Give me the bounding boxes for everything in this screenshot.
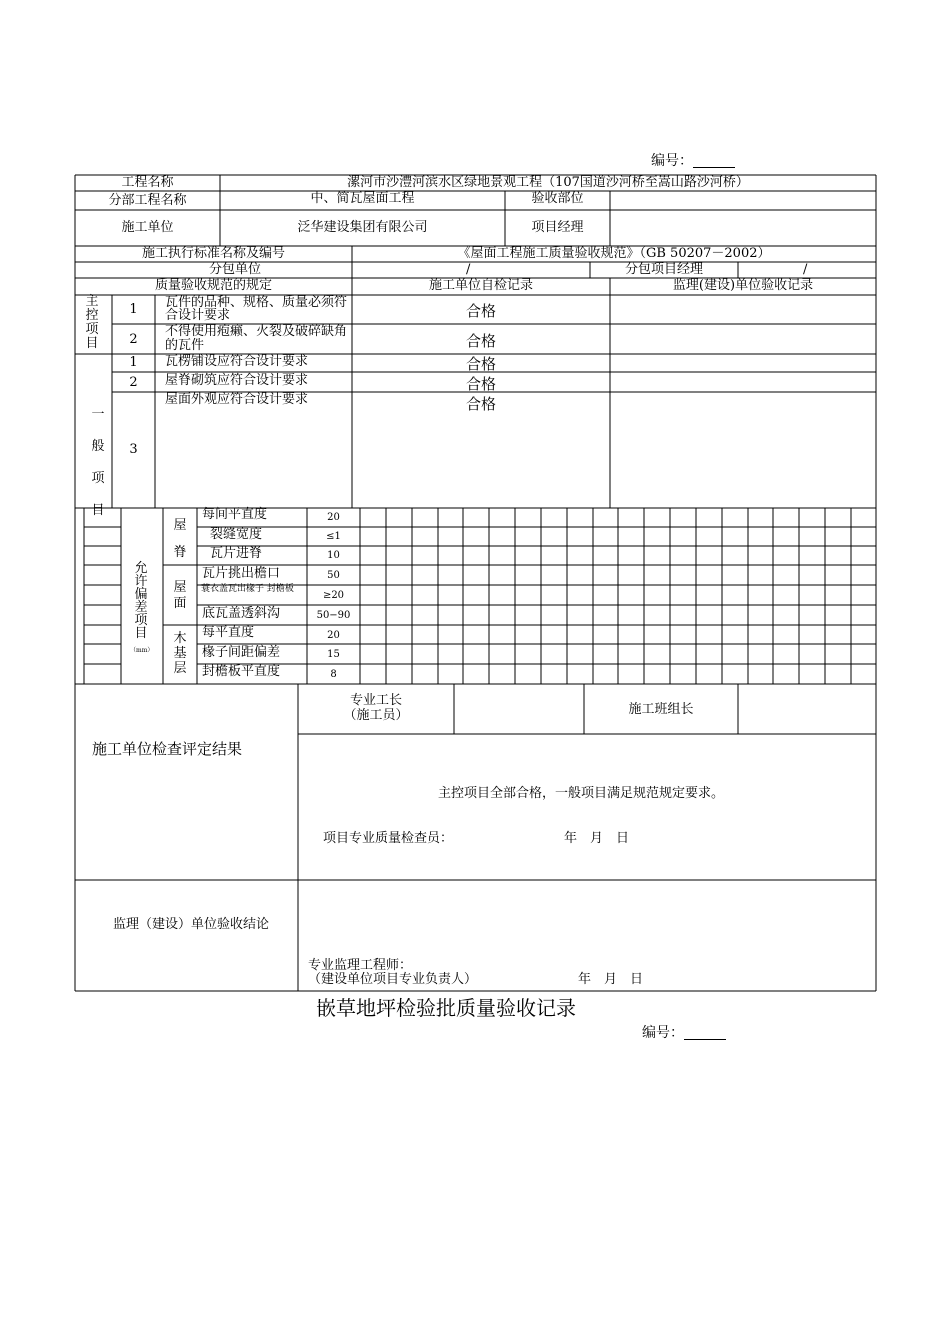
project-name-label: 工程名称 bbox=[121, 175, 174, 190]
evaluation-date: 年 月 日 bbox=[564, 831, 630, 846]
dev-value: 10 bbox=[327, 550, 340, 561]
foreman-label: 专业工长 bbox=[349, 693, 402, 708]
subcontractor-label: 分包单位 bbox=[208, 262, 261, 277]
subcontractor-value: / bbox=[466, 262, 471, 277]
sub-manager-value: / bbox=[803, 262, 808, 277]
next-doc-number bbox=[642, 1026, 726, 1040]
project-manager-label: 项目经理 bbox=[531, 220, 584, 235]
main-item-1-result: 合格 bbox=[465, 302, 496, 320]
group-base-label: 木基层 bbox=[173, 631, 187, 676]
doc-number bbox=[651, 154, 735, 168]
constructor-value: 泛华建设集团有限公司 bbox=[297, 220, 428, 235]
dev-value: ≥20 bbox=[322, 590, 345, 601]
group-roof-label: 屋面 bbox=[173, 580, 187, 611]
main-item-1-no: 1 bbox=[129, 302, 138, 317]
project-name-value: 漯河市沙澧河滨水区绿地景观工程（107国道沙河桥至嵩山路沙河桥） bbox=[347, 175, 749, 190]
evaluation-label: 施工单位检查评定结果 bbox=[92, 740, 243, 758]
standard-value: 《屋面工程施工质量验收规范》（GB 50207－2002） bbox=[457, 246, 771, 261]
dev-value: ≤1 bbox=[326, 531, 341, 542]
dev-item: 封檐板平直度 bbox=[202, 664, 281, 679]
general-item-1-no: 1 bbox=[129, 355, 138, 370]
general-item-2-result: 合格 bbox=[465, 375, 496, 393]
general-item-3-no: 3 bbox=[129, 442, 138, 457]
next-record-title: 嵌草地坪检验批质量验收记录 bbox=[316, 996, 576, 1020]
doc-number-blank[interactable] bbox=[693, 155, 735, 168]
dev-item: 底瓦盖透斜沟 bbox=[202, 606, 281, 621]
dev-item: 每间平直度 bbox=[202, 507, 268, 522]
doc-number-label: 编号： bbox=[651, 153, 693, 169]
inspector-label: 项目专业质量检查员： bbox=[323, 831, 454, 846]
main-item-2-no: 2 bbox=[129, 332, 138, 347]
spec-header: 质量验收规范的规定 bbox=[154, 278, 272, 293]
dev-value: 15 bbox=[327, 649, 340, 660]
general-item-2-no: 2 bbox=[129, 375, 138, 390]
engineer-label: 专业监理工程师： bbox=[308, 958, 413, 973]
general-item-1-text: 瓦楞铺设应符合设计要求 bbox=[165, 354, 309, 369]
next-doc-number-blank[interactable] bbox=[684, 1027, 726, 1040]
dev-item: 瓦片进脊 bbox=[210, 546, 263, 561]
standard-label: 施工执行标准名称及编号 bbox=[141, 246, 285, 261]
acceptance-part-label: 验收部位 bbox=[531, 191, 584, 206]
main-item-2-text: 不得使用疱癞、火裂及破碎缺角的瓦件 bbox=[165, 324, 348, 353]
sub-project-value: 中、简瓦屋面工程 bbox=[310, 191, 415, 206]
general-item-3-text: 屋面外观应符合设计要求 bbox=[165, 392, 309, 407]
supervision-label: 监理（建设）单位验收结论 bbox=[113, 917, 270, 932]
dev-value: 8 bbox=[330, 669, 337, 680]
dev-item: 每平直度 bbox=[202, 625, 255, 640]
dev-item: 瓦片挑出檐口 bbox=[202, 566, 281, 581]
dev-item: 蓑衣盖瓦出椽子 封檐板 bbox=[201, 584, 294, 594]
dev-item: 裂缝宽度 bbox=[210, 527, 263, 542]
sub-manager-label: 分包项目经理 bbox=[624, 262, 703, 277]
deviation-label: 允许偏差项目 bbox=[134, 561, 148, 641]
dev-value: 20 bbox=[327, 512, 340, 523]
constructor-label: 施工单位 bbox=[121, 220, 174, 235]
main-item-2-result: 合格 bbox=[465, 332, 496, 350]
sub-project-label: 分部工程名称 bbox=[108, 193, 187, 208]
general-item-3-result: 合格 bbox=[465, 395, 496, 413]
supervision-date: 年 月 日 bbox=[578, 972, 644, 987]
main-control-label: 主控项目 bbox=[85, 294, 99, 351]
main-item-1-text: 瓦件的品种、规格、质量必须符合设计要求 bbox=[165, 295, 348, 323]
team-leader-label: 施工班组长 bbox=[628, 702, 694, 717]
general-item-1-result: 合格 bbox=[465, 355, 496, 373]
dev-value: 20 bbox=[327, 630, 340, 641]
foreman-sub-label: （施工员） bbox=[343, 708, 409, 723]
supervision-header: 监理(建设)单位验收记录 bbox=[672, 278, 814, 293]
general-label: 一般项目 bbox=[91, 407, 105, 518]
dev-value: 50 bbox=[327, 570, 340, 581]
group-ridge-label: 屋脊 bbox=[173, 518, 187, 560]
general-item-2-text: 屋脊砌筑应符合设计要求 bbox=[165, 373, 309, 388]
engineer-sub-label: （建设单位项目专业负责人） bbox=[308, 972, 478, 987]
self-check-header: 施工单位自检记录 bbox=[428, 278, 533, 293]
deviation-unit: （mm） bbox=[130, 647, 154, 654]
next-doc-number-label: 编号： bbox=[642, 1025, 684, 1041]
dev-item: 椽子间距偏差 bbox=[202, 645, 281, 660]
dev-value: 50−90 bbox=[316, 610, 351, 621]
evaluation-conclusion: 主控项目全部合格，一般项目满足规范规定要求。 bbox=[438, 786, 725, 801]
